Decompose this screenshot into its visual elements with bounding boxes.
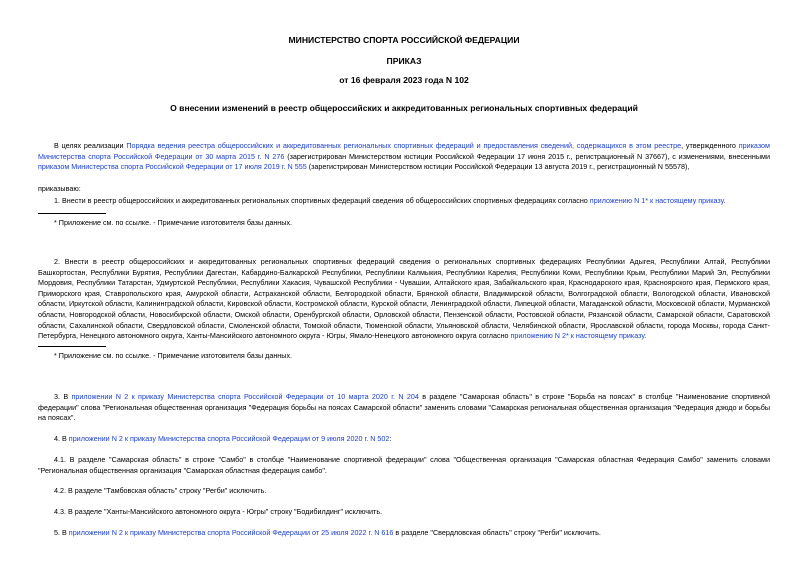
footnote-1: * Приложение см. по ссылке. - Примечание изготовителя базы данных. bbox=[54, 218, 293, 227]
item-2-end: . bbox=[644, 331, 647, 341]
item-3 bbox=[38, 392, 770, 424]
order-276-link[interactable]: приказом Министерства спорта Российской Федерации от 30 марта 2015 г. N 276 bbox=[38, 141, 770, 161]
preamble-text-3: (зарегистрирован Министерством юстиции Российской Федерации 17 июня 2015 г., регистрационный N 37667), с изменениями, внесенными bbox=[284, 151, 770, 161]
item-1-end: . bbox=[723, 196, 726, 205]
item-2-text: 2. Внести в реестр общероссийских и аккредитованных региональных спортивных федераций сведения о региональных спортивных федерациях Республики Адыгея, Республики Алтай, Республики Башкортостан, Республики Бурятия, Республики Дагестан, Кабардино-Балкарской Республики, Республики Калмыкия, Республики Карелия, Республики Коми, Республики Крым, Республики Марий Эл, Республики Мордовия, Республики Татарстан, Удмуртской Республики, Республики Хакасия, Чувашской Республики - Чувашии, Алтайского края, Забайкальского края, Краснодарского края, Красноярского края, Пермского края, Приморского края, Ставропольского края, Амурской области, Астраханской области, Белгородской области, Брянской области, Владимирской области, Волгоградской области, Вологодской области, Ивановской области, Иркутской области, Калининградской области, Кировской области, Костромской области, Курской области, Ленинградской области, Липецкой области, Магаданской области, Московской области, Мурманской области, Новгородской области, Новосибирской области, Омской области, Оренбургской области, Орловской области, Пензенской области, Ростовской области, Рязанской области, Самарской области, Саратовской области, Сахалинской области, Свердловской области, Смоленской области, Томской области, Тюменской области, Ульяновской области, Челябинской области, Ярославской области, города Москвы, города Санкт-Петербурга, Ненецкого автономного округа, Ханты-Мансийского автономного округа - Югры, Ямало-Ненецкого автономного округа согласно bbox=[38, 257, 770, 341]
preamble-paragraph bbox=[38, 141, 770, 173]
item-4-1: 4.1. В разделе "Самарская область" в строке "Самбо" в столбце "Наименование спортивной федерации" слова "Общественная организация "Самарская областная Федерация Самбо" заменить словами "Региональная общественная организация "Самарская областная федерация самбо". bbox=[38, 455, 770, 475]
ministry-heading: МИНИСТЕРСТВО СПОРТА РОССИЙСКОЙ ФЕДЕРАЦИИ bbox=[288, 35, 520, 45]
item-4 bbox=[38, 434, 770, 445]
item-4-text: 4. В bbox=[54, 434, 69, 443]
item-5-text: 5. В bbox=[54, 528, 69, 537]
item-4-end: : bbox=[389, 434, 392, 443]
item-2 bbox=[38, 257, 770, 342]
appendix-2-link[interactable]: приложению N 2* к настоящему приказу bbox=[510, 331, 645, 341]
order-555-link[interactable]: приказом Министерства спорта Российской Федерации от 17 июля 2019 г. N 555 bbox=[38, 162, 307, 172]
order-502-link[interactable]: приложении N 2 к приказу Министерства спорта Российской Федерации от 9 июля 2020 г. N 502 bbox=[68, 434, 390, 443]
item-3-text: 3. В bbox=[54, 392, 72, 401]
order-616-link[interactable]: приложении N 2 к приказу Министерства спорта Российской Федерации от 25 июля 2022 г. N 616 bbox=[68, 528, 394, 537]
order-204-link[interactable]: приложении N 2 к приказу Министерства спорта Российской Федерации от 10 марта 2020 г. N 204 bbox=[71, 392, 419, 401]
item-1 bbox=[38, 196, 770, 207]
preamble-text-2: , утвержденного bbox=[681, 141, 739, 150]
document-title: О внесении изменений в реестр общероссийских и аккредитованных региональных спортивных федераций bbox=[170, 103, 638, 113]
preamble-text-4: (зарегистрирован Министерством юстиции Российской Федерации 13 августа 2019 г., регистрационный N 55578), bbox=[306, 162, 690, 172]
preamble-text-1: В целях реализации bbox=[54, 141, 127, 150]
item-4-2: 4.2. В разделе "Тамбовская область" строку "Регби" исключить. bbox=[54, 486, 267, 495]
footnote-divider-2 bbox=[38, 346, 106, 347]
footnote-divider-1 bbox=[38, 213, 106, 214]
item-3-end: в разделе "Самарская область" в строке "Борьба на поясах" в столбце "Наименование спортивной федерации" слова "Региональная общественная организация "Федерация борьбы на поясах Самарской области" заменить словами "Самарская региональная общественная организация "Федерация дзюдо и борьбы на поясах". bbox=[38, 392, 770, 423]
procedure-link[interactable]: Порядка ведения реестра общероссийских и аккредитованных региональных спортивных федераций и предоставления сведений, содержащихся в этом реестре bbox=[126, 141, 682, 150]
item-5-end: в разделе "Свердловская область" строку "Регби" исключить. bbox=[393, 528, 601, 537]
doc-type-heading: ПРИКАЗ bbox=[386, 56, 422, 66]
footnote-2: * Приложение см. по ссылке. - Примечание изготовителя базы данных. bbox=[54, 351, 293, 360]
date-number-heading: от 16 февраля 2023 года N 102 bbox=[339, 75, 469, 85]
item-1-text: 1. Внести в реестр общероссийских и аккредитованных региональных спортивных федераций сведения об общероссийских спортивных федерациях согласно bbox=[54, 196, 590, 205]
appendix-1-link[interactable]: приложению N 1* к настоящему приказу bbox=[589, 196, 724, 205]
item-4-3: 4.3. В разделе "Ханты-Мансийского автономного округа - Югры" строку "Бодибилдинг" исключить. bbox=[54, 507, 383, 516]
item-5 bbox=[38, 528, 770, 539]
orders-line: приказываю: bbox=[38, 184, 81, 193]
